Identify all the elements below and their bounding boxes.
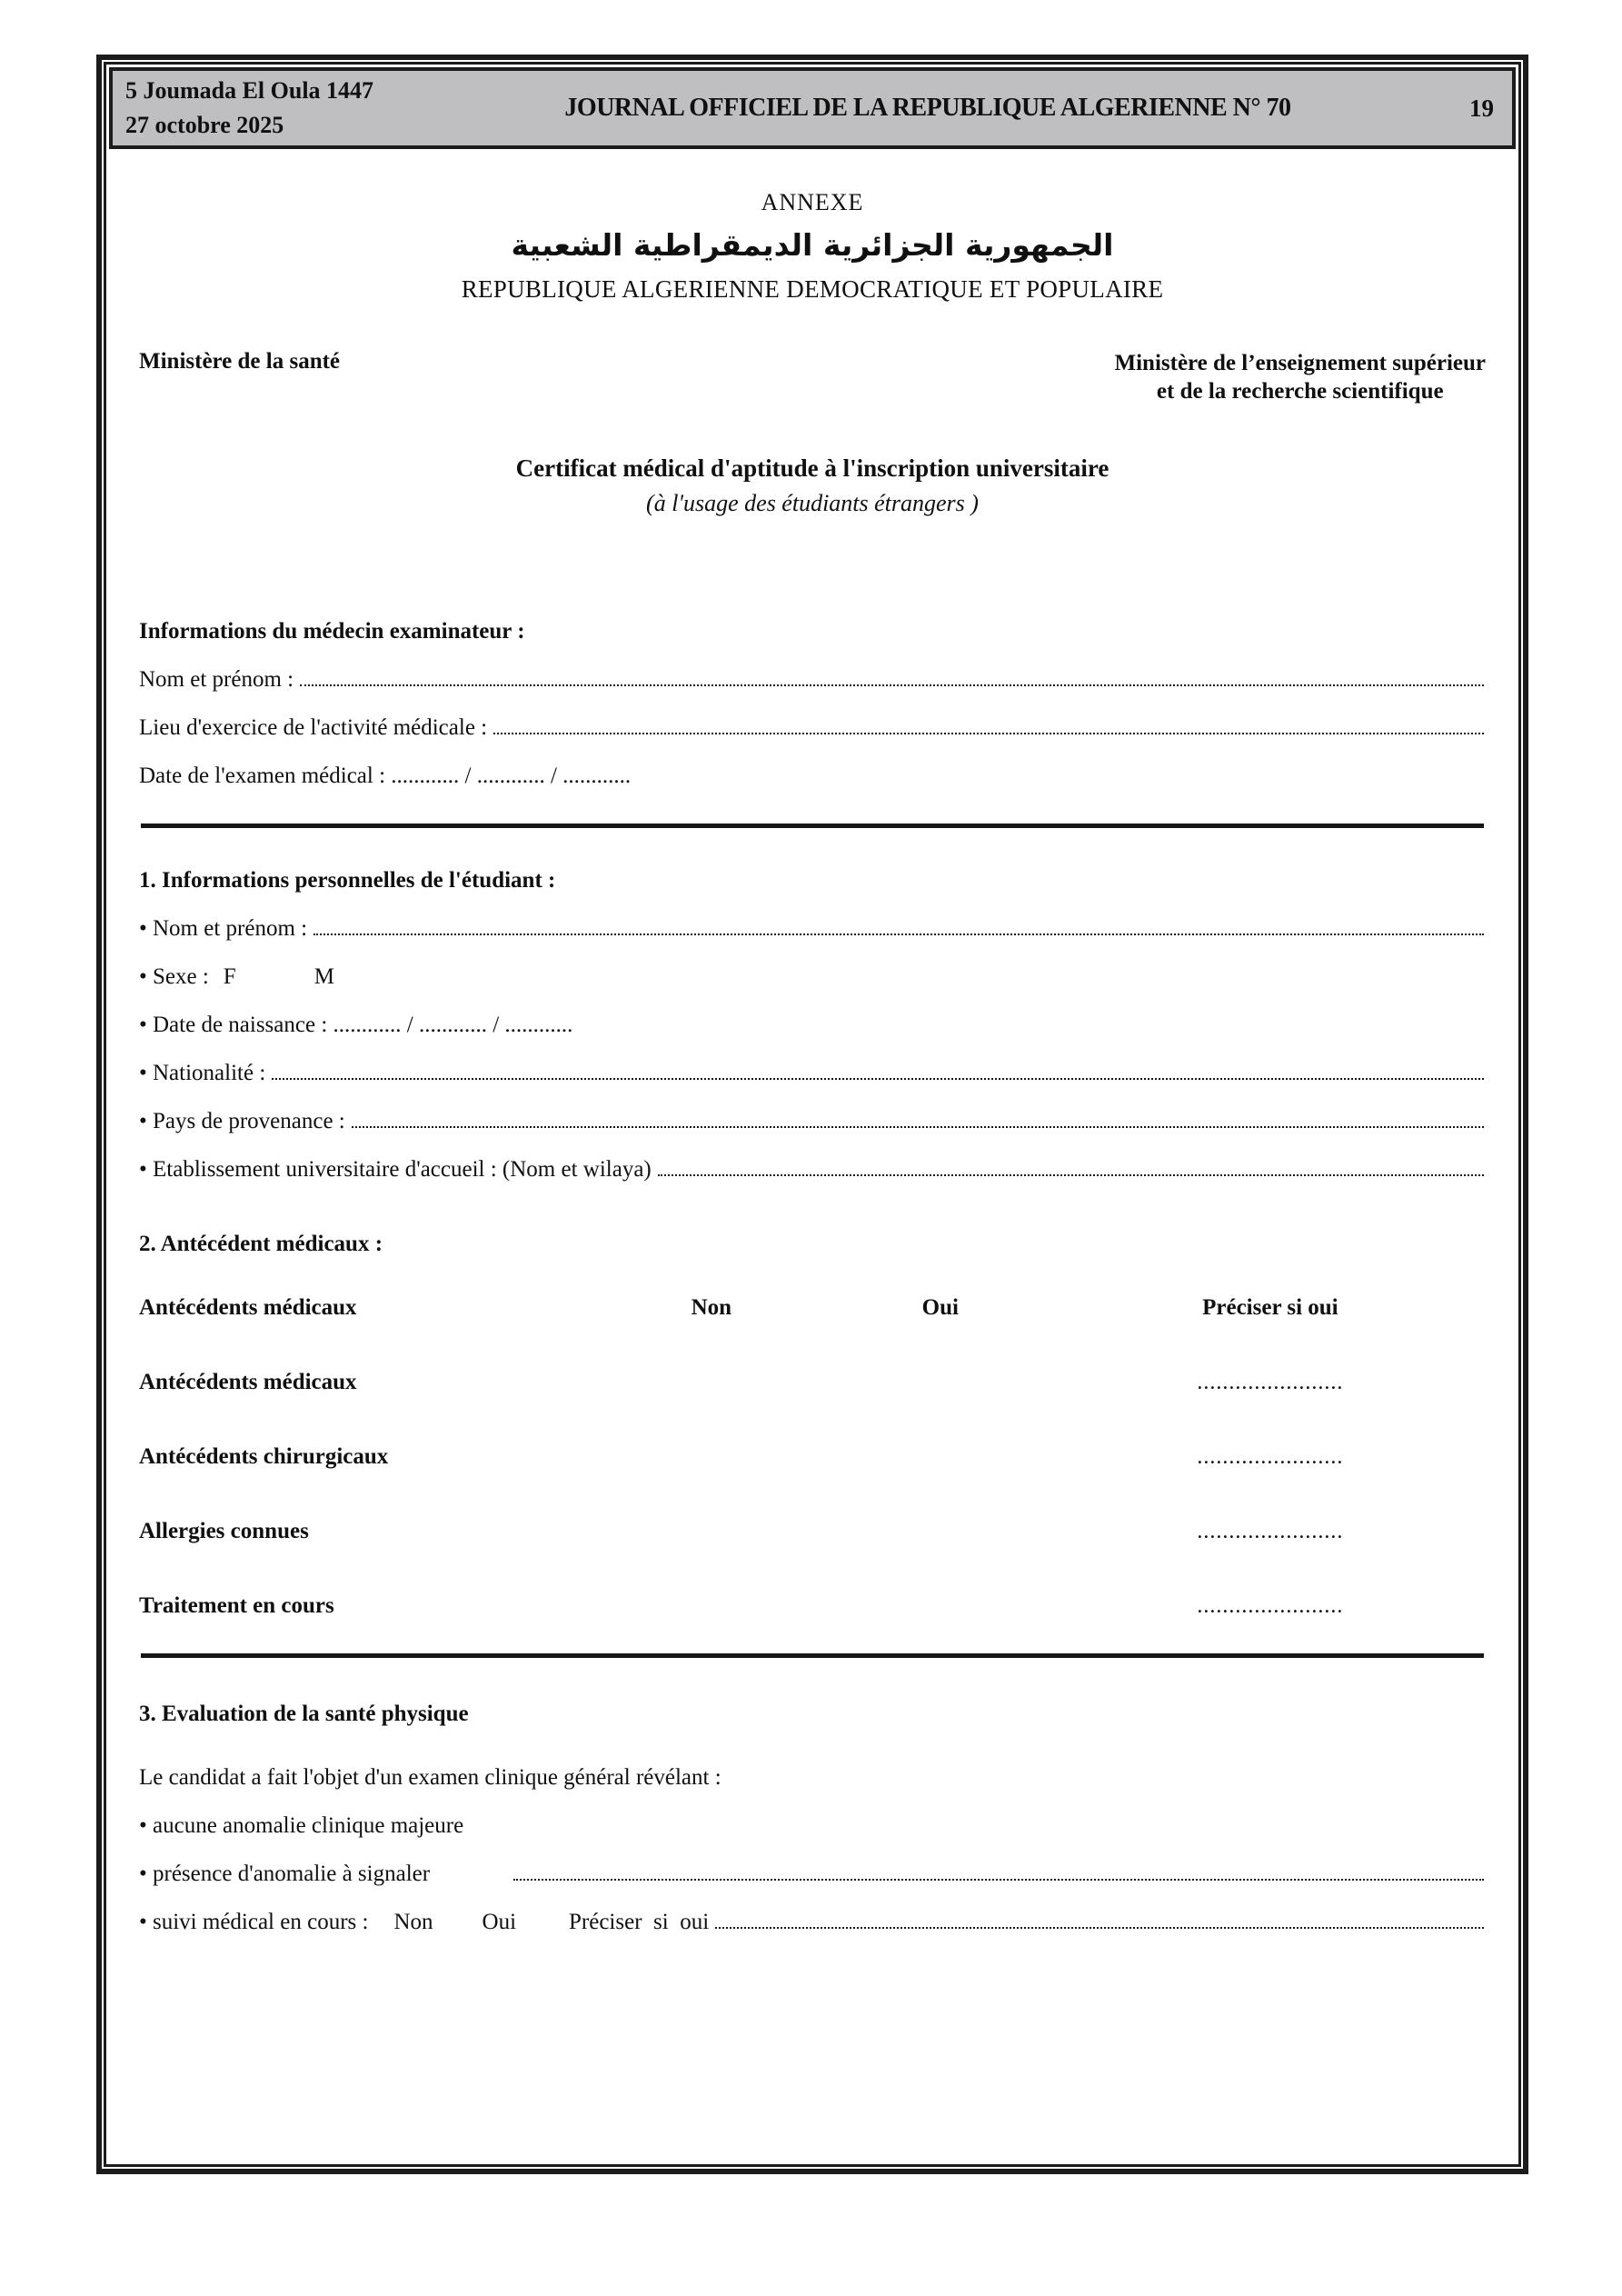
student-name-dotted-line <box>313 933 1484 935</box>
followup-option-non: Non <box>393 1910 433 1934</box>
student-name-label: • Nom et prénom : <box>139 916 308 941</box>
ministry-health: Ministère de la santé <box>139 349 341 374</box>
table-row-antecedents-medicaux <box>139 1370 1486 1395</box>
section-divider-2 <box>141 1653 1484 1658</box>
student-birthdate-field <box>139 1013 1486 1038</box>
row-preciser-dots: ....................... <box>1197 1520 1344 1543</box>
evaluation-intro: Le candidat a fait l'objet d'un examen clinique général révélant : <box>139 1765 721 1790</box>
exam-date-label: Date de l'examen médical : ............ / ............ / ............ <box>139 764 632 788</box>
table-row-allergies-connues <box>139 1519 1486 1544</box>
row-preciser-dots: ....................... <box>1197 1594 1344 1618</box>
certificate-title: Certificat médical d'aptitude à l'inscription universitaire <box>515 454 1110 482</box>
antecedents-col-preciser: Préciser si oui <box>1202 1295 1338 1320</box>
ministry-higher-education <box>1115 349 1487 405</box>
student-nationality-field <box>139 1061 1486 1086</box>
evaluation-section-heading: 3. Evaluation de la santé physique <box>139 1702 469 1726</box>
bullet-followup-label: • suivi médical en cours : <box>139 1910 369 1934</box>
row-label: Traitement en cours <box>139 1593 334 1618</box>
bullet-no-anomaly <box>139 1813 1486 1839</box>
row-label: Allergies connues <box>139 1519 309 1543</box>
bullet-followup-field <box>139 1910 1486 1935</box>
student-country-dotted-line <box>352 1126 1484 1128</box>
student-establishment-dotted-line <box>658 1174 1484 1176</box>
student-nationality-label: • Nationalité : <box>139 1061 266 1085</box>
bullet-no-anomaly-label: • aucune anomalie clinique majeure <box>139 1813 464 1838</box>
page-border-outer <box>96 55 1528 2174</box>
sex-option-f: F <box>223 964 236 989</box>
antecedents-col-oui: Oui <box>921 1295 959 1320</box>
journal-title: JOURNAL OFFICIEL DE LA REPUBLIQUE ALGERIENNE N° 70 <box>564 94 1291 122</box>
bullet-anomaly-field <box>139 1862 1486 1887</box>
followup-preciser-label: Préciser si oui <box>569 1910 710 1934</box>
annexe-title: ANNEXE <box>761 189 864 215</box>
republic-title-french: REPUBLIQUE ALGERIENNE DEMOCRATIQUE ET POPULAIRE <box>461 275 1164 303</box>
antecedents-table-header <box>139 1295 1486 1321</box>
page-border-inner <box>104 62 1521 2167</box>
doctor-place-dotted-line <box>493 733 1484 734</box>
bullet-anomaly-dotted-line <box>513 1879 1484 1881</box>
row-preciser-dots: ....................... <box>1197 1371 1344 1394</box>
exam-date-field <box>139 764 1486 789</box>
ministry-higher-education-line1: Ministère de l’enseignement supérieur <box>1114 351 1486 375</box>
section-divider-1 <box>141 824 1484 828</box>
doctor-name-label: Nom et prénom : <box>139 667 294 692</box>
student-country-field <box>139 1109 1486 1134</box>
student-sex-field <box>139 964 1486 990</box>
row-label: Antécédents médicaux <box>139 1370 357 1394</box>
antecedents-table <box>139 1295 1486 1619</box>
bullet-anomaly-label: • présence d'anomalie à signaler <box>139 1862 431 1886</box>
antecedents-section-heading: 2. Antécédent médicaux : <box>139 1232 383 1256</box>
followup-dotted-line <box>715 1927 1484 1929</box>
table-row-antecedents-chirurgicaux <box>139 1444 1486 1470</box>
doctor-place-field <box>139 715 1486 741</box>
antecedents-col-non: Non <box>691 1295 732 1320</box>
document-content <box>106 189 1518 1935</box>
row-label: Antécédents chirurgicaux <box>139 1444 389 1469</box>
student-nationality-dotted-line <box>272 1078 1484 1080</box>
followup-option-oui: Oui <box>482 1910 517 1934</box>
doctor-place-label: Lieu d'exercice de l'activité médicale : <box>139 715 488 740</box>
ministry-higher-education-line2: et de la recherche scientifique <box>1156 379 1444 404</box>
hijri-date: 5 Joumada El Oula 1447 <box>125 77 374 104</box>
page-number: 19 <box>1469 94 1494 122</box>
sex-option-m: M <box>313 964 334 989</box>
student-country-label: • Pays de provenance : <box>139 1109 345 1133</box>
doctor-name-dotted-line <box>300 684 1484 686</box>
student-sex-label: • Sexe : <box>139 964 209 989</box>
certificate-subtitle: (à l'usage des étudiants étrangers ) <box>646 490 979 516</box>
journal-header-band <box>109 67 1516 149</box>
journal-dates <box>125 74 425 143</box>
table-row-traitement-en-cours <box>139 1593 1486 1619</box>
student-section-heading: 1. Informations personnelles de l'étudiant : <box>139 868 556 893</box>
student-name-field <box>139 916 1486 942</box>
doctor-name-field <box>139 667 1486 693</box>
doctor-section-heading: Informations du médecin examinateur : <box>139 619 525 644</box>
row-preciser-dots: ....................... <box>1197 1445 1344 1469</box>
antecedents-col-label: Antécédents médicaux <box>139 1295 357 1320</box>
student-establishment-field <box>139 1157 1486 1183</box>
student-birthdate-label: • Date de naissance : ............ / ............ / ............ <box>139 1013 573 1037</box>
student-establishment-label: • Etablissement universitaire d'accueil : (Nom et wilaya) <box>139 1157 652 1182</box>
republic-title-arabic: الجمهورية الجزائرية الديمقراطية الشعبية <box>511 227 1114 263</box>
ministries-row <box>139 349 1486 405</box>
gregorian-date: 27 octobre 2025 <box>125 112 284 138</box>
